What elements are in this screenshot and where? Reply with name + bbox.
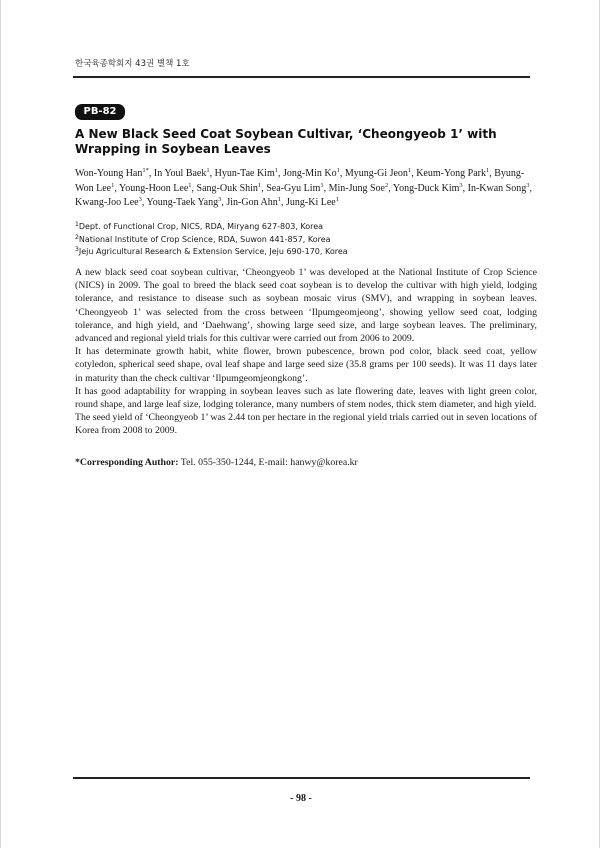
- author-name: Yong-Duck Kim: [392, 182, 460, 194]
- author: [393, 183, 463, 194]
- author-name: Won-Young Han: [75, 168, 143, 179]
- author: [283, 168, 340, 179]
- author: [197, 183, 262, 194]
- author-affiliation-mark: 1: [320, 181, 324, 189]
- footer-rule: [73, 777, 530, 779]
- author-affiliation-mark: 3: [459, 181, 463, 189]
- corresponding-author-label: *Corresponding Author:: [75, 457, 179, 468]
- author-affiliation-mark: 1*: [142, 167, 149, 174]
- affiliation-mark: 1: [75, 221, 79, 228]
- author-affiliation-mark: 1: [206, 167, 210, 174]
- header-rule: [73, 76, 530, 78]
- abstract-paragraph: It has good adaptability for wrapping in soybean leaves such as late flowering date, leaves with light green color, round shape, and large leaf size, lodging tolerance, many numbers of stem nodes, thick stem diameter, and high yield.: [75, 385, 537, 411]
- author: [226, 197, 281, 208]
- abstract-paragraph: It has determinate growth habit, white flower, brown pubescence, brown pod color, black seed coat, yellow cotyledon, spherical seed shape, oval leaf shape and large seed size (35.8 grams per 100 seeds). It was 11 days later in maturity than the check cultivar ‘Ilpumgeomjeongkong’.: [75, 346, 537, 384]
- abstract-paragraph: A new black seed coat soybean cultivar, ‘Cheongyeob 1’ was developed at the National Institute of Crop Science (NICS) in 2009. The goal to breed the black seed coat soybean is to develop the cultivar with high yield, lodging tolerance, and resistance to disease such as soybean mosaic virus (SMV), and wrapping in soybean leaves. ‘Cheongyeob 1’ was selected from the cross between ‘Ilpumgeomjeong’, showing yellow seed coat, lodging tolerance, and high yield, and ‘Daehwang’, showing large seed size, and large soybean leaves. The preliminary, advanced and regional yield trials for this cultivar were carried out from 2006 to 2009.: [75, 267, 537, 345]
- author-affiliation-mark: 1: [335, 196, 339, 203]
- corresponding-author-contact: Tel. 055-350-1244, E-mail: hanwy@korea.kr: [178, 457, 358, 468]
- affiliation: [75, 221, 535, 234]
- author-list: Won-Young Han$^{1*}$, In Youl Baek$^1$, Hyun-Tae Kim$^1$, Jong-Min Ko$^1$, Myung-Gi Jeon$^1$, Keum-Yong Park$^1$, Byung-Won Lee$^1$, Young-Hoon Lee$^1$, Sang-Ouk Shin$^1$, Sea-Gyu Lim$^1$, Min-Jung Soe$^2$, Yong-Duck Kim$^3$, In-Kwan Song$^3$, Kwang-Joo Lee$^3$, Young-Taek Yang$^3$, Jin-Gon Ahn$^1$, Jung-Ki Lee$^1$: [75, 167, 532, 208]
- affiliation-list: [75, 221, 535, 259]
- author-affiliation-mark: 1: [111, 181, 115, 189]
- journal-header: 한국육종학회지 43권 별책 1호: [75, 59, 190, 69]
- author-name: Keum-Yong Park: [416, 168, 487, 179]
- author-name: Byung-Won Lee: [75, 168, 525, 194]
- author-name: In-Kwan Song: [467, 182, 527, 194]
- author: [215, 168, 278, 179]
- author: [266, 183, 323, 194]
- author: [75, 197, 142, 208]
- author-name: Sang-Ouk Shin: [196, 182, 258, 194]
- author-affiliation-mark: 1: [274, 167, 278, 174]
- affiliation-text: National Institute of Crop Science, RDA, Suwon 441-857, Korea: [78, 234, 331, 244]
- author-affiliation-mark: 1: [407, 167, 412, 174]
- author-affiliation-mark: 1: [486, 167, 490, 174]
- author: [75, 168, 149, 179]
- author-name: Sea-Gyu Lim: [266, 182, 321, 194]
- author-affiliation-mark: 1: [336, 167, 340, 174]
- author-affiliation-mark: 3: [218, 196, 222, 203]
- author-name: Myung-Gi Jeon: [344, 168, 408, 179]
- author-affiliation-mark: 1: [257, 181, 262, 189]
- author: [286, 197, 339, 208]
- paper-title: A New Black Seed Coat Soybean Cultivar, ‘Cheongyeob 1’ with Wrapping in Soybean Leaves: [75, 127, 497, 156]
- author-affiliation-mark: 3: [138, 196, 142, 203]
- author: [146, 197, 221, 208]
- author: [345, 168, 411, 179]
- page-number: - 98 -: [290, 793, 312, 804]
- author-name: Young-Hoon Lee: [119, 182, 189, 194]
- author-affiliation-mark: 1: [188, 181, 192, 189]
- author-affiliation-mark: 1: [277, 196, 282, 203]
- affiliation-mark: 2: [75, 233, 79, 241]
- corresponding-author: [75, 457, 535, 468]
- author-name: Young-Taek Yang: [146, 197, 219, 208]
- author: [154, 168, 210, 179]
- abstract-paragraph: The seed yield of ‘Cheongyeob 1’ was 2.44 ton per hectare in the regional yield trials carried out in seven locations of Korea from 2008 to 2009.: [75, 412, 537, 437]
- poster-id-badge: PB-82: [75, 104, 125, 120]
- author-name: Hyun-Tae Kim: [214, 168, 275, 179]
- author-name: Kwang-Joo Lee: [75, 197, 139, 208]
- abstract: [75, 266, 537, 438]
- author-name: Jin-Gon Ahn: [226, 197, 278, 208]
- affiliation: [75, 234, 535, 247]
- affiliation-text: Jeju Agricultural Research & Extension Service, Jeju 690-170, Korea: [78, 247, 348, 256]
- affiliation-text: Dept. of Functional Crop, NICS, RDA, Miryang 627-803, Korea: [78, 222, 324, 231]
- author-name: In Youl Baek: [153, 168, 207, 179]
- author: [416, 168, 489, 179]
- author: [329, 183, 389, 194]
- affiliation-mark: 3: [75, 246, 79, 253]
- author-affiliation-mark: 2: [385, 181, 389, 189]
- author-name: Jung-Ki Lee: [286, 197, 336, 208]
- author: [468, 183, 530, 194]
- author-affiliation-mark: 3: [526, 181, 530, 189]
- author-name: Jong-Min Ko: [283, 168, 337, 179]
- author: [119, 183, 192, 194]
- affiliation: [75, 246, 535, 259]
- author-name: Min-Jung Soe: [328, 182, 385, 194]
